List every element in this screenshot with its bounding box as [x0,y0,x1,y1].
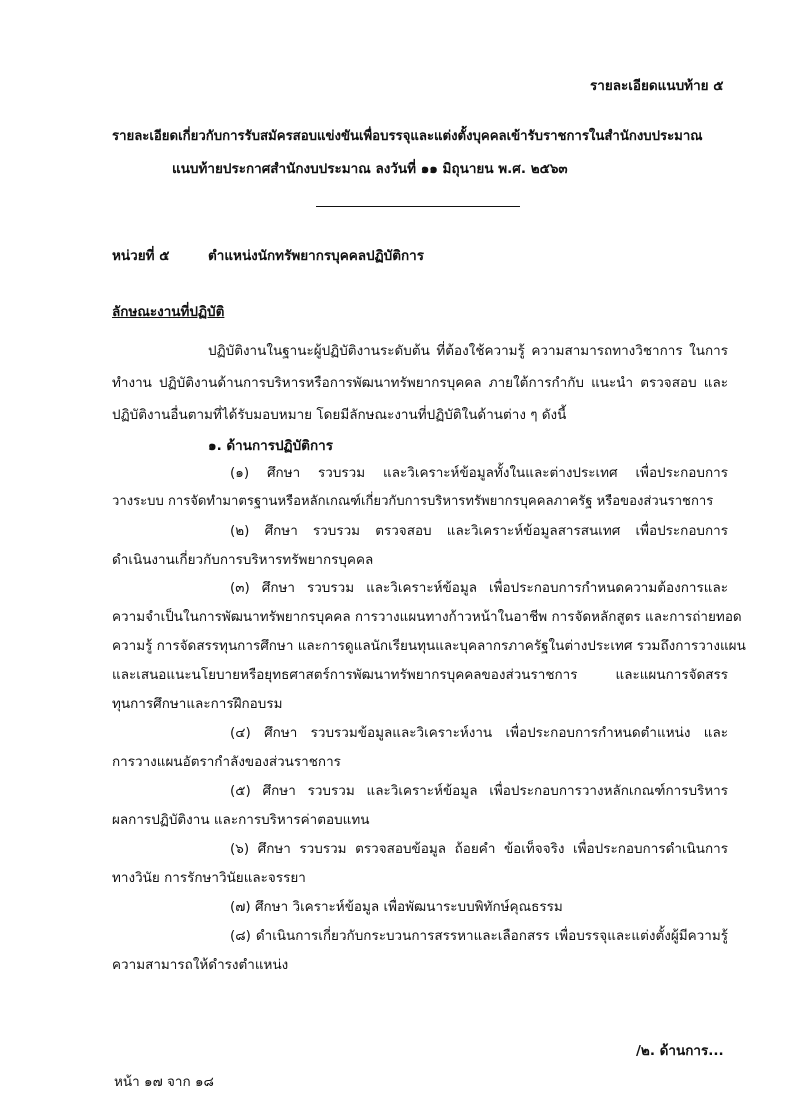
continuation-note: /๒. ด้านการ... [636,1043,724,1059]
item-1-first-line: (๑) ศึกษา รวบรวม และวิเคราะห์ข้อมูลทั้งในและต่างประเทศ เพื่อประกอบการ [230,465,728,481]
item-3-line-5: ทุนการศึกษาและการฝึกอบรม [112,696,283,712]
section-heading: ลักษณะงานที่ปฏิบัติ [112,304,225,320]
page-number: หน้า ๑๗ จาก ๑๘ [114,1074,214,1090]
item-8-first-line: (๘) ดำเนินการเกี่ยวกับกระบวนการสรรหาและเลือกสรร เพื่อบรรจุและแต่งตั้งผู้มีความรู้ [230,928,728,944]
item-5-first-line: (๕) ศึกษา รวบรวม และวิเคราะห์ข้อมูล เพื่อประกอบการวางหลักเกณฑ์การบริหาร [230,783,728,799]
item-6-first-line: (๖) ศึกษา รวบรวม ตรวจสอบข้อมูล ถ้อยคำ ข้อเท็จจริง เพื่อประกอบการดำเนินการ [230,841,728,857]
item-2-line-2: ดำเนินงานเกี่ยวกับการบริหารทรัพยากรบุคคล [112,552,374,568]
attachment-label: รายละเอียดแนบท้าย ๕ [590,78,724,94]
item-4-first-line: (๔) ศึกษา รวบรวมข้อมูลและวิเคราะห์งาน เพื่อประกอบการกำหนดตำแหน่ง และ [230,725,728,741]
item-1-line-2: วางระบบ การจัดทำมาตรฐานหรือหลักเกณฑ์เกี่ยวกับการบริหารทรัพยากรบุคคลภาครัฐ หรือของส่วนราชการ [112,494,714,509]
item-3-line-3: ความรู้ การจัดสรรทุนการศึกษา และการดูแลนักเรียนทุนและบุคลากรภาครัฐในต่างประเทศ รวมถึงการวางแผน [112,638,746,654]
item-7-first-line: (๗) ศึกษา วิเคราะห์ข้อมูล เพื่อพัฒนาระบบพิทักษ์คุณธรรม [230,899,563,915]
item-2-first-line: (๒) ศึกษา รวบรวม ตรวจสอบ และวิเคราะห์ข้อมูลสารสนเทศ เพื่อประกอบการ [230,523,728,539]
title-divider [316,206,520,207]
subsection-heading: ๑. ด้านการปฏิบัติการ [208,438,333,454]
item-5-line-2: ผลการปฏิบัติงาน และการบริหารค่าตอบแทน [112,812,370,828]
item-3-first-line: (๓) ศึกษา รวบรวม และวิเคราะห์ข้อมูล เพื่อประกอบการกำหนดความต้องการและ [230,580,728,596]
item-8-line-2: ความสามารถให้ดำรงตำแหน่ง [112,957,289,973]
item-6-line-2: ทางวินัย การรักษาวินัยและจรรยา [112,870,306,886]
item-4-line-2: การวางแผนอัตรากำลังของส่วนราชการ [112,754,341,770]
intro-line-2: ทำงาน ปฏิบัติงานด้านการบริหารหรือการพัฒนาทรัพยากรบุคคล ภายใต้การกำกับ แนะนำ ตรวจสอบ และ [112,375,728,391]
document-title-line-1: รายละเอียดเกี่ยวกับการรับสมัครสอบแข่งขันเพื่อบรรจุและแต่งตั้งบุคคลเข้ารับราชการในสำนักงบประมาณ [112,129,703,144]
unit-label: หน่วยที่ ๕ [112,248,170,264]
intro-line-1: ปฏิบัติงานในฐานะผู้ปฏิบัติงานระดับต้น ที่ต้องใช้ความรู้ ความสามารถทางวิชาการ ในการ [208,343,728,359]
item-3-line-4: และเสนอแนะนโยบายหรือยุทธศาสตร์การพัฒนาทรัพยากรบุคคลของส่วนราชการ และแผนการจัดสรร [112,667,728,683]
position-title: ตำแหน่งนักทรัพยากรบุคคลปฏิบัติการ [208,248,425,264]
intro-line-3: ปฏิบัติงานอื่นตามที่ได้รับมอบหมาย โดยมีลักษณะงานที่ปฏิบัติในด้านต่าง ๆ ดังนี้ [112,407,567,423]
document-title-line-2: แนบท้ายประกาศสำนักงบประมาณ ลงวันที่ ๑๑ มิถุนายน พ.ศ. ๒๕๖๓ [172,161,568,177]
item-3-line-2: ความจำเป็นในการพัฒนาทรัพยากรบุคคล การวางแผนทางก้าวหน้าในอาชีพ การจัดหลักสูตร และการถ่ายทอด [112,609,742,625]
